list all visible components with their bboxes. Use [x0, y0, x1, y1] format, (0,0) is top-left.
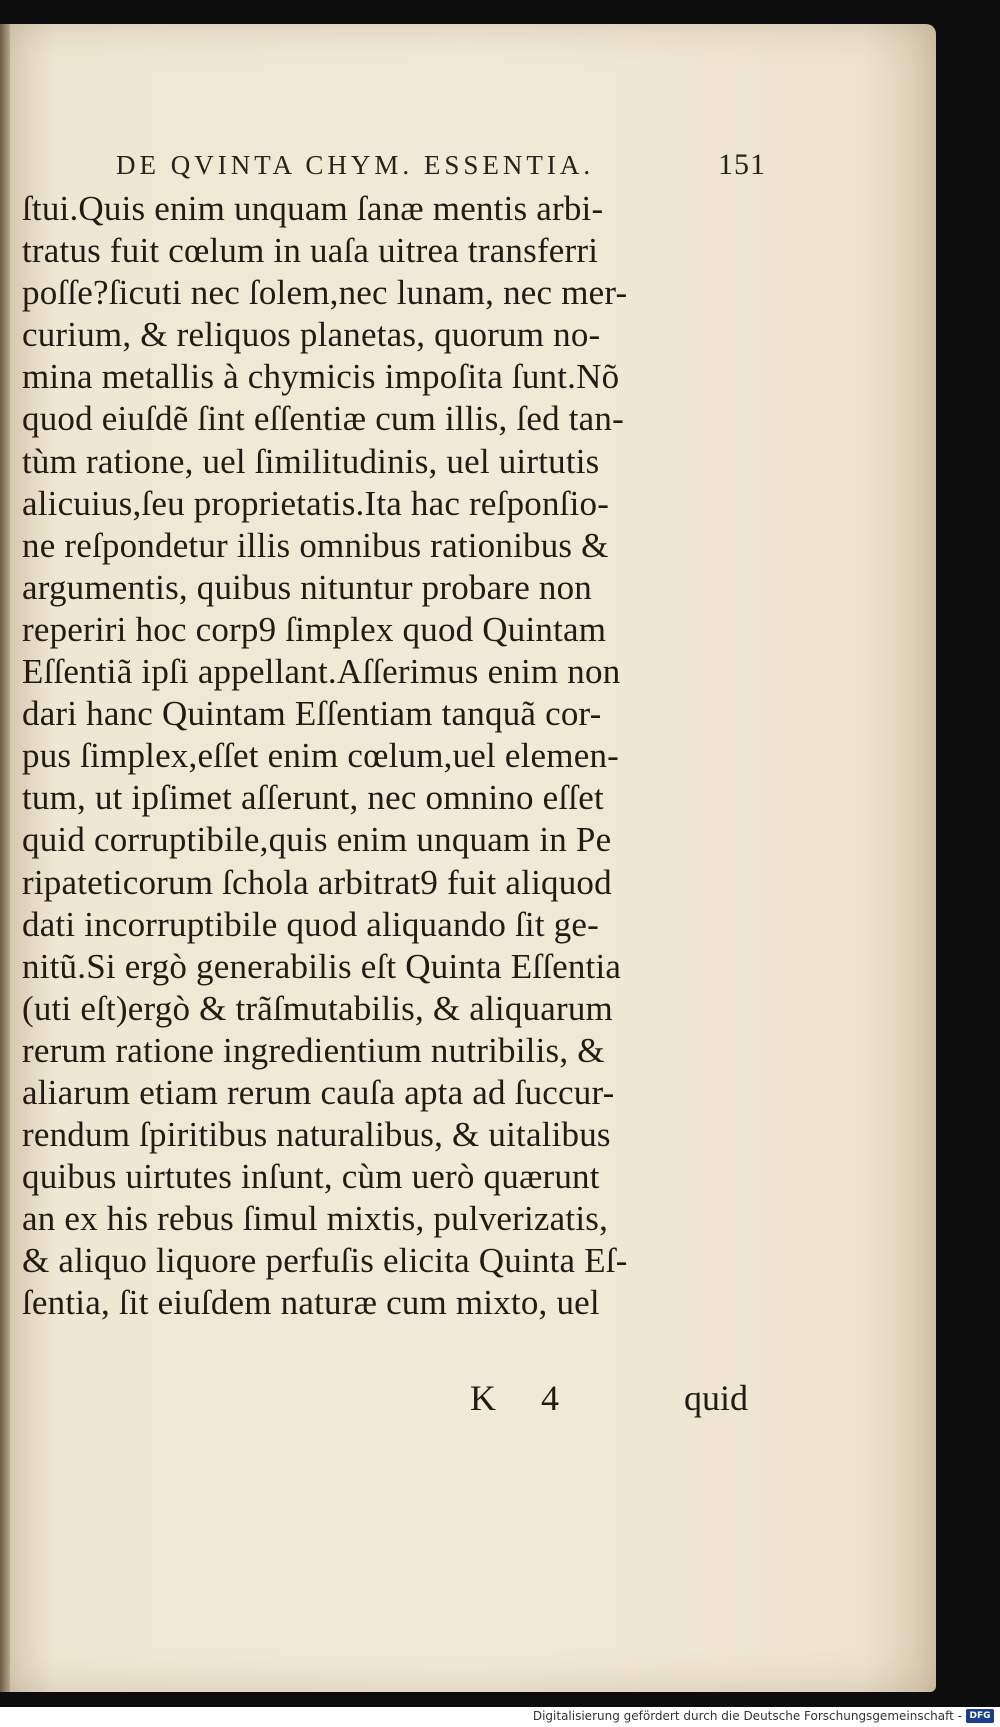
page-number: 151	[718, 148, 766, 181]
catchword: quid	[683, 1378, 748, 1418]
text-line: pus ſimplex,eſſet enim cœlum,uel elemen-	[22, 736, 620, 776]
text-line: tùm ratione, uel ſimilitudinis, uel uirtutis	[22, 441, 600, 481]
text-line: nitũ.Si ergò generabilis eſt Quinta Eſſentia	[22, 946, 622, 986]
text-line: an ex his rebus ſimul mixtis, pulverizatis,	[22, 1199, 609, 1239]
text-line: quod eiuſdẽ ſint eſſentiæ cum illis, ſed tan-	[22, 399, 624, 439]
text-line: poſſe?ſicuti nec ſolem,nec lunam, nec mer-	[22, 273, 628, 313]
text-line: ſtui.Quis enim unquam ſanæ mentis arbi-	[22, 189, 604, 228]
page-foot	[470, 1377, 748, 1419]
text-line: dari hanc Quintam Eſſentiam tanquã cor-	[22, 694, 602, 734]
text-line: reperiri hoc corp9 ſimplex quod Quintam	[22, 609, 607, 649]
text-line: (uti eſt)ergò & trãſmutabilis, & aliquarum	[22, 988, 613, 1028]
text-line: & aliquo liquore perfuſis elicita Quinta Eſ-	[22, 1241, 628, 1281]
text-line: Eſſentiã ipſi appellant.Aſſerimus enim non	[22, 652, 621, 692]
page-spine-shadow	[0, 24, 10, 1692]
running-title: DE QVINTA CHYM. ESSENTIA.	[116, 150, 595, 180]
text-line: quid corruptibile,quis enim unquam in Pe	[22, 820, 612, 860]
running-head	[116, 148, 766, 182]
text-line: ripateticorum ſchola arbitrat9 fuit aliquod	[22, 862, 612, 902]
text-line: rendum ſpiritibus naturalibus, & uitalibus	[22, 1115, 611, 1155]
digitization-credit: Digitalisierung gefördert durch die Deutsche Forschungsgemeinschaft -	[532, 1709, 962, 1723]
text-line: mina metallis à chymicis impoſita ſunt.Nõ	[22, 357, 620, 397]
text-line: argumentis, quibus nituntur probare non	[22, 567, 592, 607]
text-line: rerum ratione ingredientium nutribilis, &	[22, 1030, 605, 1070]
text-line: tratus fuit cœlum in uaſa uitrea transferri	[22, 231, 599, 271]
text-line: curium, & reliquos planetas, quorum no-	[22, 315, 601, 355]
text-line: alicuius,ſeu proprietatis.Ita hac reſponſio-	[22, 483, 610, 523]
text-line: dati incorruptibile quod aliquando ſit ge-	[22, 904, 600, 944]
signature-mark: K 4	[470, 1378, 577, 1418]
text-line: ne reſpondetur illis omnibus rationibus &	[22, 525, 609, 565]
body-text	[22, 188, 757, 1325]
text-line: ſentia, ſit eiuſdem naturæ cum mixto, uel	[22, 1283, 600, 1323]
text-line: quibus uirtutes inſunt, cùm uerò quærunt	[22, 1157, 600, 1197]
text-line: aliarum etiam rerum cauſa apta ad ſuccur-	[22, 1072, 615, 1112]
dfg-logo: DFG	[966, 1709, 994, 1723]
text-line: tum, ut ipſimet aſſerunt, nec omnino eſſet	[22, 778, 604, 818]
